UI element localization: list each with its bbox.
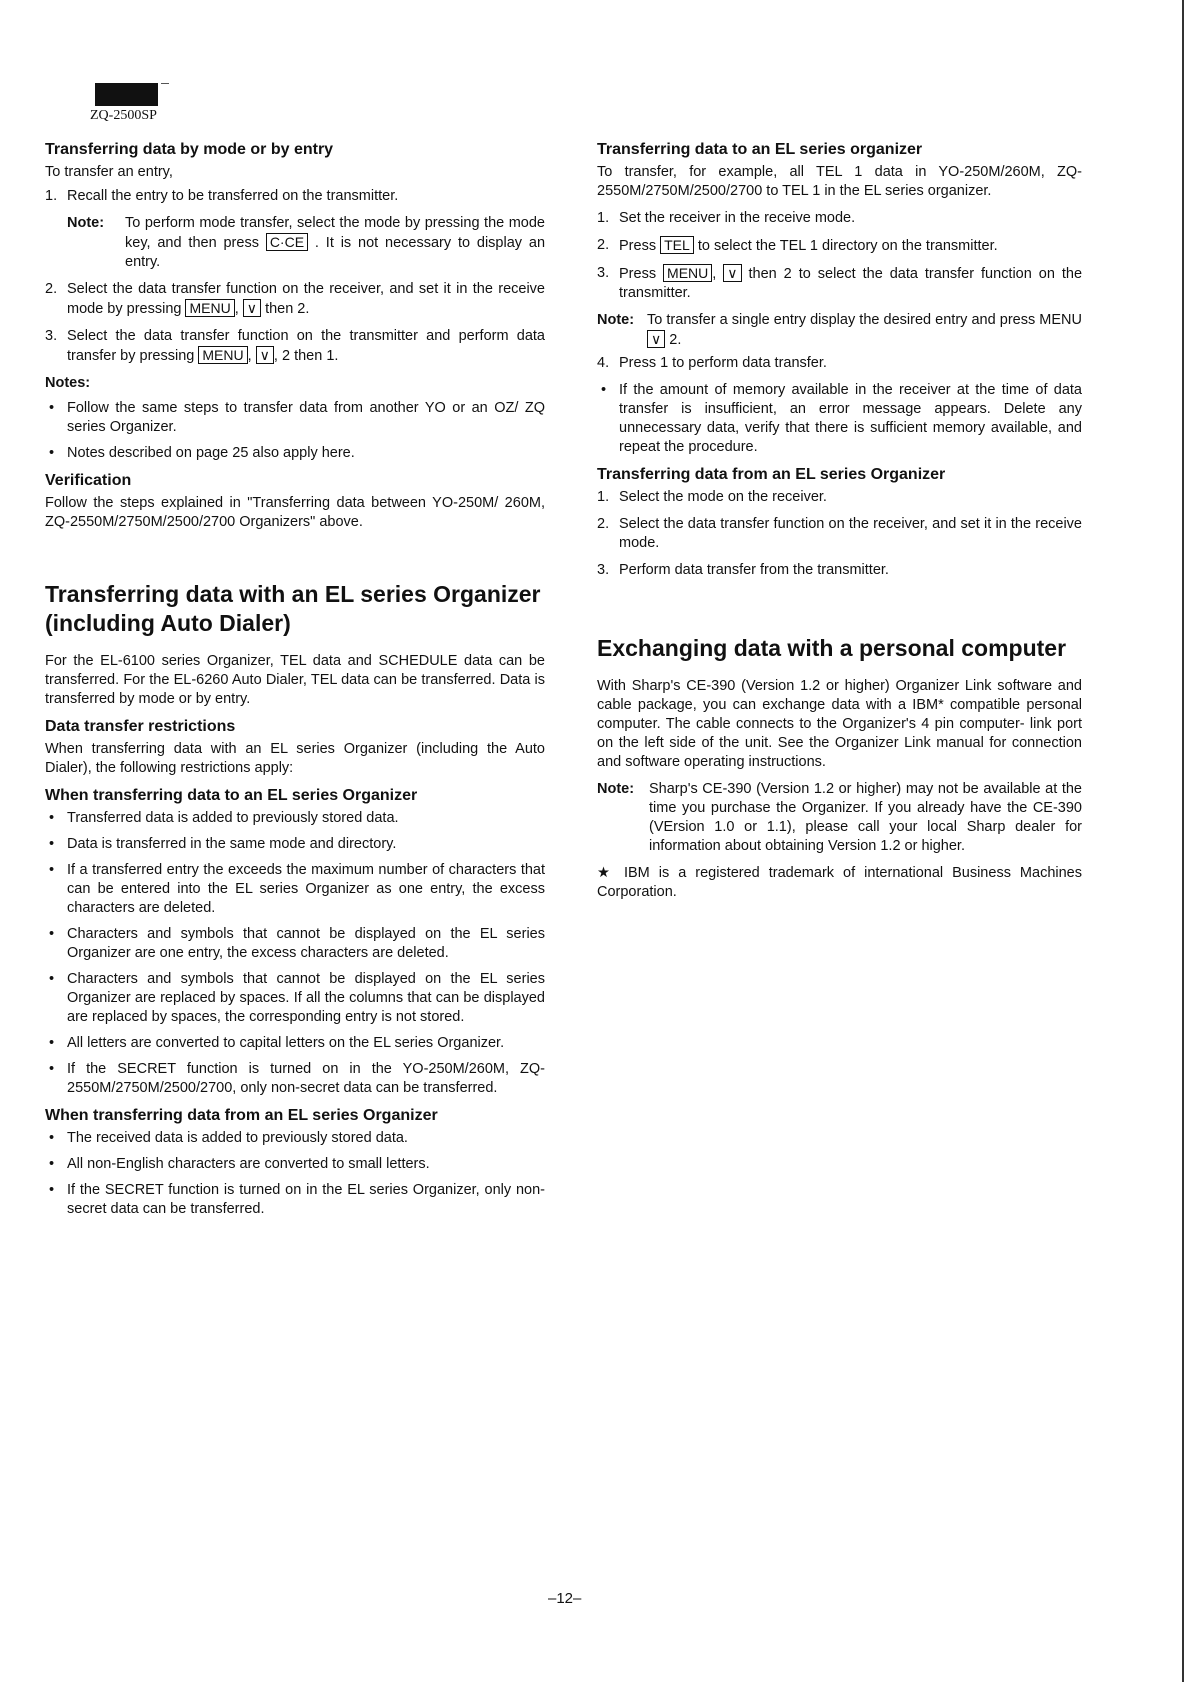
logo-block: [95, 83, 158, 106]
list-item: • Data is transferred in the same mode and directory.: [49, 836, 397, 852]
steps-list: [45, 187, 545, 366]
from-el-steps: [597, 488, 1082, 580]
section-heading: Transferring data by mode or by entry: [45, 141, 334, 158]
notes-list: [45, 399, 545, 463]
list-item: • Characters and symbols that cannot be displayed on the EL series Organizer are replaced by spaces. If all the columns that can be displayed are replaced by spaces, the corresponding entry is not stored.: [49, 971, 545, 1025]
section-title: Transferring data with an EL series Organizer (including Auto Dialer): [45, 581, 541, 636]
pc-body-text: With Sharp's CE-390 (Version 1.2 or higher) Organizer Link software and cable package, you can exchange data with a IBM* compatible personal computer. The cable connects to the Organizer's 4 pin computer- link port on the left side of the unit. See the Organizer Link manual for connection and software operating instructions.: [597, 678, 1082, 770]
to-el-organizer-heading: Transferring data to an EL series organizer: [597, 141, 923, 158]
step-3: 3. Press MENU , ∨ then 2 to select the data transfer function on the transmitter.: [597, 265, 1083, 301]
notes-heading: Notes:: [45, 375, 91, 391]
list-item: • All non-English characters are converted to small letters.: [49, 1156, 430, 1172]
step-4: 4. Press 1 to perform data transfer.: [597, 355, 827, 371]
to-el-list: [45, 809, 545, 1098]
menu-key: MENU: [198, 346, 247, 364]
from-el-heading: When transferring data from an EL series Organizer: [45, 1107, 438, 1124]
scan-edge-line: [1182, 0, 1184, 1682]
step-1-note: Note: To perform mode transfer, select the mode by pressing the mode key, and then press C·CE . It is not necessary to display an entry.: [67, 215, 546, 270]
from-el-organizer-heading: Transferring data from an EL series Organizer: [597, 466, 946, 483]
list-item: • All letters are converted to capital letters on the EL series Organizer.: [49, 1035, 505, 1051]
to-el-steps: [597, 209, 1082, 303]
list-item: • Follow the same steps to transfer data from another YO or an OZ/ ZQ series Organizer.: [49, 400, 545, 435]
verification-text: Follow the steps explained in "Transferring data between YO-250M/ 260M, ZQ-2550M/2750M/2500/2700 Organizers" above.: [45, 495, 545, 530]
list-item: • Transferred data is added to previously stored data.: [49, 810, 399, 826]
memory-warning-list: [597, 381, 1082, 457]
down-key: ∨: [723, 264, 741, 282]
down-key: ∨: [256, 346, 274, 364]
list-item: • If a transferred entry the exceeds the maximum number of characters that can be entered into the EL series Organizer as one entry, the excess characters are deleted.: [49, 862, 545, 916]
logo-dash: [161, 83, 169, 84]
step-1: 1. Select the mode on the receiver.: [597, 489, 827, 505]
from-el-list: [45, 1129, 545, 1219]
list-item: • If the SECRET function is turned on in the YO-250M/260M, ZQ-2550M/2750M/2500/2700, only non-secret data can be transferred.: [49, 1061, 545, 1096]
trademark-text: ★ IBM is a registered trademark of international Business Machines Corporation.: [597, 865, 1082, 900]
list-item: • Notes described on page 25 also apply here.: [49, 445, 355, 461]
page-number: –12–: [548, 1590, 582, 1607]
list-item: • Characters and symbols that cannot be displayed on the EL series Organizer are one entry, the excess characters are deleted.: [49, 926, 545, 961]
pc-section-title: Exchanging data with a personal computer: [597, 635, 1067, 661]
pc-note: Note: Sharp's CE-390 (Version 1.2 or higher) may not be available at the time you purchase the Organizer. If you already have the CE-390 (VErsion 1.0 or 1.1), please call your local Sharp dealer for information about obtaining Version 1.2 or higher.: [597, 781, 1082, 854]
el-intro-text: For the EL-6100 series Organizer, TEL data and SCHEDULE data can be transferred. For the EL-6260 Auto Dialer, TEL data can be transferred. Data is transferred by mode or by entry.: [45, 653, 545, 707]
list-item: • The received data is added to previously stored data.: [49, 1130, 408, 1146]
list-item: • If the amount of memory available in the receiver at the time of data transfer is insufficient, an error message appears. Delete any unnecessary data, verify that there is sufficient memory available, and repeat the procedure.: [601, 382, 1082, 455]
menu-key: MENU: [663, 264, 712, 282]
intro-text: To transfer an entry,: [45, 164, 173, 180]
menu-key: MENU: [185, 299, 234, 317]
cce-key: C·CE: [266, 233, 308, 251]
down-key: ∨: [243, 299, 261, 317]
to-el-note: Note: To transfer a single entry display the desired entry and press MENU ∨ 2.: [597, 312, 1082, 348]
step-3: 3. Select the data transfer function on the transmitter and perform data transfer by pressing MENU , ∨ , 2 then 1.: [45, 328, 545, 364]
step-2: 2. Press TEL to select the TEL 1 directory on the transmitter.: [597, 237, 998, 254]
restrictions-text: When transferring data with an EL series Organizer (including the Auto Dialer), the following restrictions apply:: [45, 741, 545, 776]
tel-key: TEL: [660, 236, 694, 254]
model-number: ZQ-2500SP: [90, 108, 157, 123]
to-el-intro: To transfer, for example, all TEL 1 data in YO-250M/260M, ZQ-2550M/2750M/2500/2700 to TEL 1 in the EL series organizer.: [597, 164, 1082, 199]
verification-heading: Verification: [45, 472, 132, 489]
restrictions-heading: Data transfer restrictions: [45, 718, 236, 735]
step-3: 3. Perform data transfer from the transmitter.: [597, 562, 889, 578]
to-el-heading: When transferring data to an EL series Organizer: [45, 787, 418, 804]
step-2: 2. Select the data transfer function on the receiver, and set it in the receive mode.: [597, 516, 1082, 551]
list-item: • If the SECRET function is turned on in the EL series Organizer, only non-secret data can be transferred.: [49, 1182, 545, 1217]
down-key: ∨: [647, 330, 665, 348]
step-2: 2. Select the data transfer function on the receiver, and set it in the receive mode by pressing MENU , ∨ then 2.: [45, 281, 545, 317]
step-1: 1. Set the receiver in the receive mode.: [597, 210, 856, 226]
step-1: 1. Recall the entry to be transferred on the transmitter.: [45, 188, 399, 204]
right-column: [597, 140, 1082, 910]
left-column: [45, 140, 545, 1227]
